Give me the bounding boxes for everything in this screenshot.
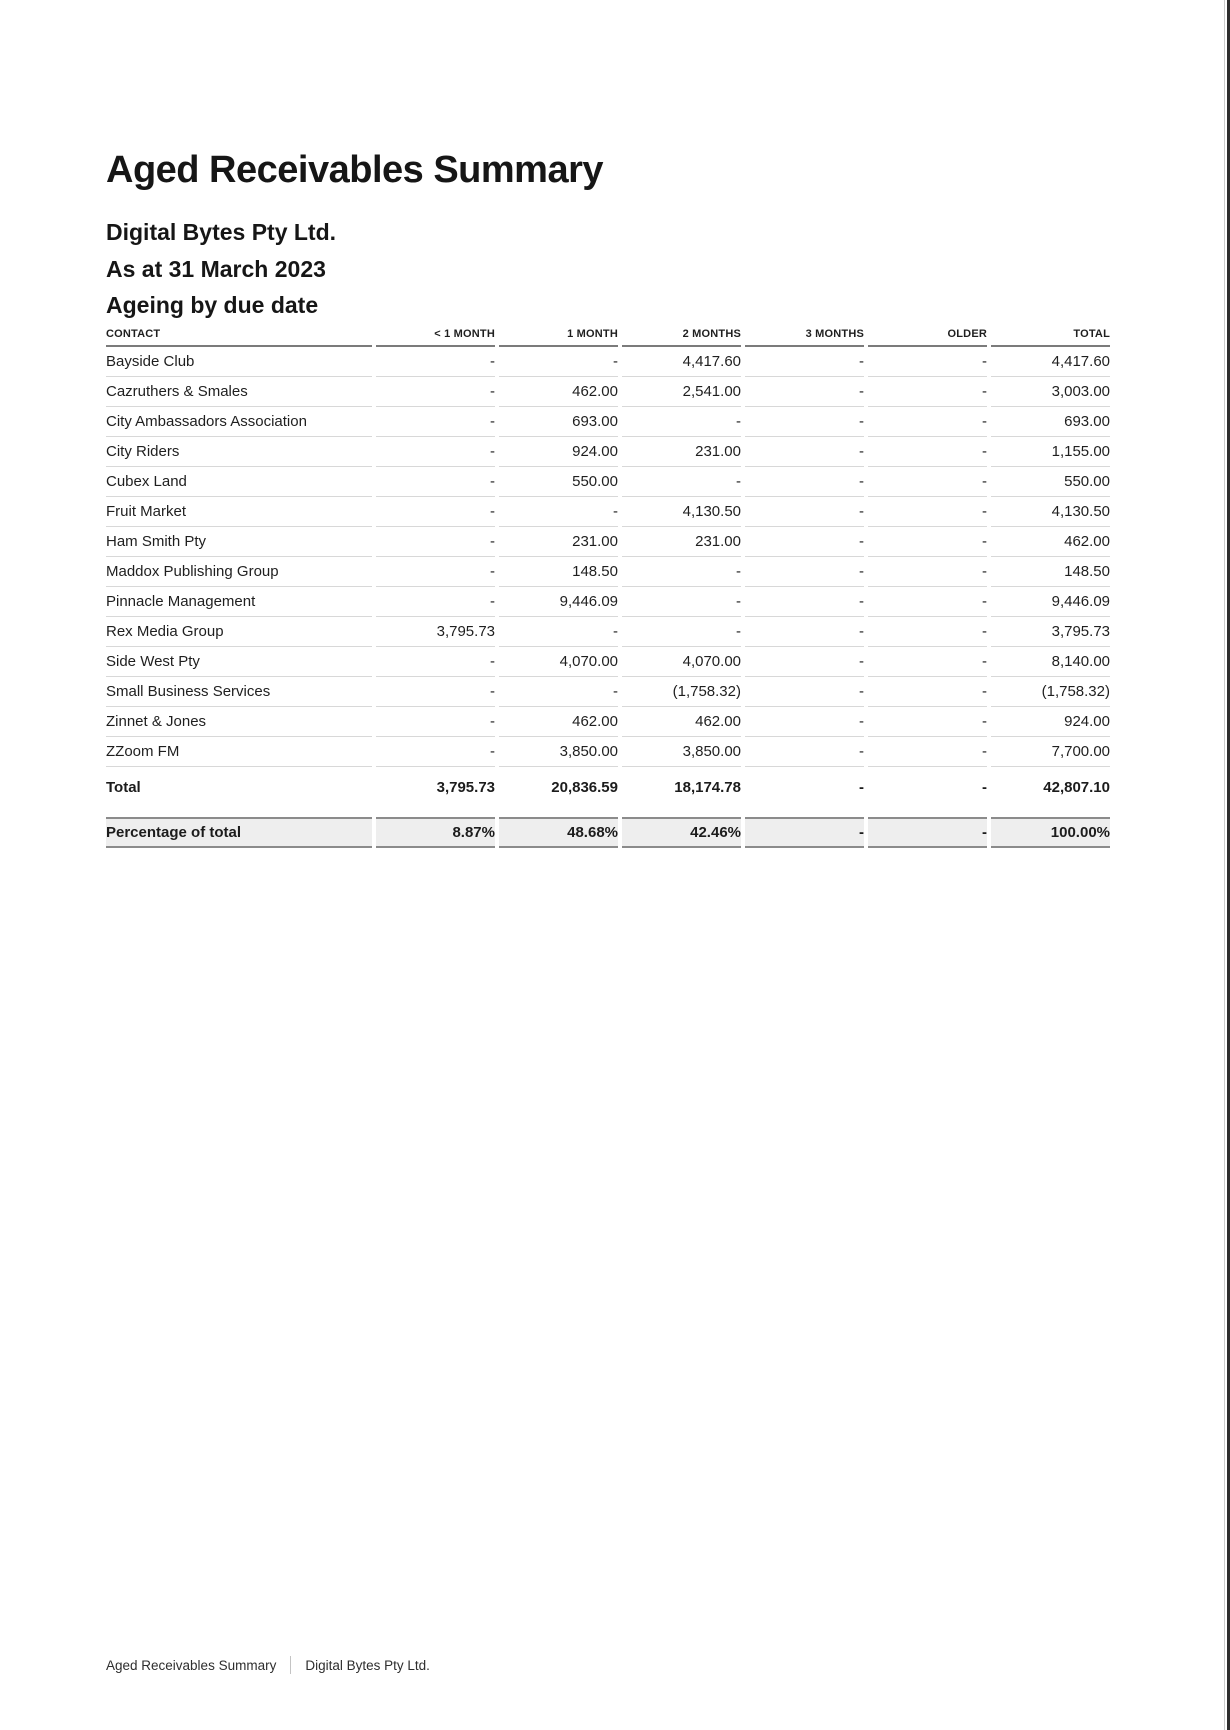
amount-cell: -: [745, 677, 864, 707]
table-row: [106, 497, 1110, 527]
amount-cell: 7,700.00: [991, 737, 1110, 767]
page-edge-light-line: [1224, 0, 1225, 1730]
amount-cell: -: [868, 527, 987, 557]
amount-cell: 550.00: [991, 467, 1110, 497]
table-row: [106, 677, 1110, 707]
amount-cell: 8,140.00: [991, 647, 1110, 677]
amount-cell: 924.00: [499, 437, 618, 467]
amount-cell: -: [868, 587, 987, 617]
footer-report-name: Aged Receivables Summary: [106, 1657, 277, 1673]
table-row: [106, 737, 1110, 767]
amount-cell: 231.00: [622, 527, 741, 557]
percentage-label: Percentage of total: [106, 817, 372, 848]
amount-cell: -: [745, 407, 864, 437]
amount-cell: -: [868, 737, 987, 767]
total-row: [106, 767, 1110, 804]
aged-receivables-table: [102, 324, 1114, 848]
report-footer: [106, 1650, 430, 1680]
contact-cell: ZZoom FM: [106, 737, 372, 767]
amount-cell: 4,070.00: [499, 647, 618, 677]
table-row: [106, 557, 1110, 587]
amount-cell: -: [376, 407, 495, 437]
table-row: [106, 707, 1110, 737]
column-header-contact: CONTACT: [106, 324, 372, 347]
amount-cell: -: [376, 647, 495, 677]
amount-cell: -: [622, 407, 741, 437]
percentage-cell: -: [745, 817, 864, 848]
amount-cell: -: [868, 377, 987, 407]
percentage-cell: 48.68%: [499, 817, 618, 848]
amount-cell: 1,155.00: [991, 437, 1110, 467]
percentage-cell: 42.46%: [622, 817, 741, 848]
amount-cell: -: [982, 778, 987, 796]
amount-cell: -: [859, 778, 864, 796]
amount-cell: 9,446.09: [991, 587, 1110, 617]
amount-cell: -: [745, 467, 864, 497]
amount-cell: -: [622, 587, 741, 617]
company-name: Digital Bytes Pty Ltd.: [106, 219, 337, 245]
amount-cell: -: [868, 617, 987, 647]
amount-cell: 18,174.78: [674, 778, 741, 796]
amount-cell: -: [499, 617, 618, 647]
amount-cell: 550.00: [499, 467, 618, 497]
amount-cell: -: [868, 467, 987, 497]
amount-cell: -: [622, 557, 741, 587]
amount-cell: 4,130.50: [991, 497, 1110, 527]
contact-cell: Fruit Market: [106, 497, 372, 527]
table-row: [106, 647, 1110, 677]
amount-cell: 3,850.00: [499, 737, 618, 767]
page-title: Aged Receivables Summary: [106, 149, 604, 191]
percentage-cell: 100.00%: [991, 817, 1110, 848]
amount-cell: -: [376, 737, 495, 767]
amount-cell: -: [868, 707, 987, 737]
amount-cell: 693.00: [991, 407, 1110, 437]
contact-cell: Small Business Services: [106, 677, 372, 707]
amount-cell: -: [868, 437, 987, 467]
contact-cell: Maddox Publishing Group: [106, 557, 372, 587]
amount-cell: -: [376, 347, 495, 377]
amount-cell: 3,795.73: [991, 617, 1110, 647]
contact-cell: Ham Smith Pty: [106, 527, 372, 557]
amount-cell: -: [868, 677, 987, 707]
column-header-older: OLDER: [868, 324, 987, 347]
contact-cell: Bayside Club: [106, 347, 372, 377]
amount-cell: -: [745, 497, 864, 527]
amount-cell: -: [868, 557, 987, 587]
table-row: [106, 407, 1110, 437]
table-row: [106, 437, 1110, 467]
amount-cell: 4,417.60: [991, 347, 1110, 377]
amount-cell: 3,003.00: [991, 377, 1110, 407]
amount-cell: 462.00: [499, 707, 618, 737]
amount-cell: (1,758.32): [622, 677, 741, 707]
amount-cell: 42,807.10: [1043, 778, 1110, 796]
contact-cell: Zinnet & Jones: [106, 707, 372, 737]
percentage-row: [106, 817, 1110, 848]
column-header-3months: 3 MONTHS: [745, 324, 864, 347]
column-header-1month: 1 MONTH: [499, 324, 618, 347]
table-header-row: [106, 324, 1110, 347]
amount-cell: 462.00: [499, 377, 618, 407]
amount-cell: -: [376, 677, 495, 707]
amount-cell: 231.00: [499, 527, 618, 557]
amount-cell: 20,836.59: [551, 778, 618, 796]
table-row: [106, 527, 1110, 557]
amount-cell: 462.00: [991, 527, 1110, 557]
table-row: [106, 617, 1110, 647]
contact-cell: Cazruthers & Smales: [106, 377, 372, 407]
column-header-lt1month: < 1 MONTH: [376, 324, 495, 347]
contact-cell: Rex Media Group: [106, 617, 372, 647]
amount-cell: 148.50: [991, 557, 1110, 587]
ageing-basis: Ageing by due date: [106, 292, 319, 318]
contact-cell: Side West Pty: [106, 647, 372, 677]
footer-divider: [290, 1656, 291, 1674]
amount-cell: -: [745, 437, 864, 467]
amount-cell: -: [745, 347, 864, 377]
table-row: [106, 467, 1110, 497]
table-row: [106, 587, 1110, 617]
amount-cell: 148.50: [499, 557, 618, 587]
amount-cell: 4,130.50: [622, 497, 741, 527]
amount-cell: -: [745, 647, 864, 677]
contact-cell: City Riders: [106, 437, 372, 467]
amount-cell: -: [868, 497, 987, 527]
amount-cell: -: [868, 407, 987, 437]
amount-cell: -: [499, 497, 618, 527]
amount-cell: -: [376, 557, 495, 587]
amount-cell: -: [868, 347, 987, 377]
report-subtitles: [106, 214, 1230, 324]
contact-cell: City Ambassadors Association: [106, 407, 372, 437]
column-header-2months: 2 MONTHS: [622, 324, 741, 347]
amount-cell: 3,795.73: [376, 617, 495, 647]
amount-cell: -: [868, 647, 987, 677]
amount-cell: -: [745, 557, 864, 587]
report-date: As at 31 March 2023: [106, 255, 326, 282]
amount-cell: -: [376, 707, 495, 737]
amount-cell: 2,541.00: [622, 377, 741, 407]
amount-cell: -: [745, 737, 864, 767]
amount-cell: -: [376, 377, 495, 407]
amount-cell: -: [745, 377, 864, 407]
amount-cell: 4,070.00: [622, 647, 741, 677]
table-row: [106, 377, 1110, 407]
amount-cell: -: [745, 707, 864, 737]
contact-cell: Pinnacle Management: [106, 587, 372, 617]
amount-cell: -: [745, 587, 864, 617]
amount-cell: 231.00: [622, 437, 741, 467]
amount-cell: -: [745, 617, 864, 647]
contact-cell: Cubex Land: [106, 467, 372, 497]
total-label: Total: [106, 778, 141, 796]
footer-company-name: Digital Bytes Pty Ltd.: [305, 1657, 430, 1673]
amount-cell: -: [499, 677, 618, 707]
amount-cell: -: [376, 587, 495, 617]
amount-cell: -: [745, 527, 864, 557]
amount-cell: -: [376, 437, 495, 467]
amount-cell: -: [376, 527, 495, 557]
spacer-row: [106, 804, 1110, 817]
percentage-cell: 8.87%: [376, 817, 495, 848]
amount-cell: 3,850.00: [622, 737, 741, 767]
amount-cell: 462.00: [622, 707, 741, 737]
amount-cell: 693.00: [499, 407, 618, 437]
column-header-total: TOTAL: [991, 324, 1110, 347]
amount-cell: -: [622, 617, 741, 647]
amount-cell: -: [622, 467, 741, 497]
percentage-cell: -: [868, 817, 987, 848]
amount-cell: -: [376, 497, 495, 527]
table-row: [106, 347, 1110, 377]
amount-cell: -: [376, 467, 495, 497]
amount-cell: -: [499, 347, 618, 377]
amount-cell: 9,446.09: [499, 587, 618, 617]
amount-cell: 924.00: [991, 707, 1110, 737]
amount-cell: (1,758.32): [991, 677, 1110, 707]
amount-cell: 3,795.73: [436, 778, 495, 796]
amount-cell: 4,417.60: [622, 347, 741, 377]
